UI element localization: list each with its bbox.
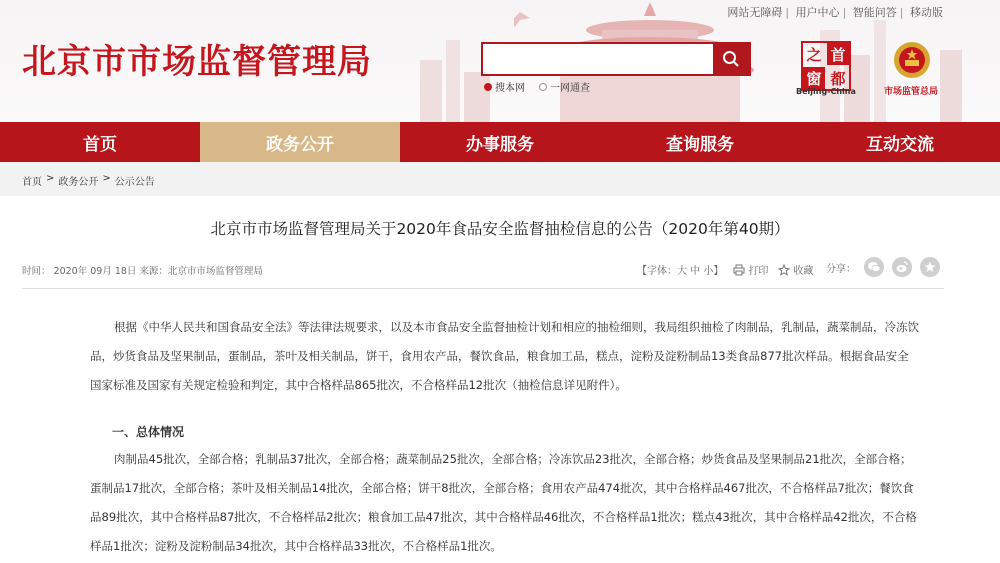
beijing-capital-window-logo[interactable] [800, 40, 852, 92]
weibo-icon [895, 260, 909, 274]
search-button[interactable] [713, 44, 749, 74]
samr-caption: 市场监管总局 [884, 87, 939, 97]
share-label: 分享： [826, 263, 856, 275]
print-button[interactable]: 打印 [733, 262, 768, 277]
svg-text:之: 之 [806, 46, 822, 64]
qzone-share-button[interactable] [920, 257, 940, 277]
article-paragraph-intro: 根据《中华人民共和国食品安全法》等法律法规要求，以及本市食品安全监督抽检计划和相应的抽检细则，我局组织抽检了肉制品，乳制品，蔬菜制品，冷冻饮品，炒货食品及坚果制品，蛋制品，茶叶及相关制品，饼干，食用农产品，餐饮食品，粮食加工品，糕点，淀粉及淀粉制品13类食品877批次样品。根据食品安全国家标准及国家有关规定检验和判定，其中合格样品865批次，不合格样品12批次（抽检信息详见附件）。 [90, 320, 919, 392]
site-header [0, 0, 1000, 122]
nav-home[interactable]: 首页 [83, 134, 117, 155]
search-scope-options [484, 79, 590, 94]
print-icon [733, 264, 745, 276]
font-size-control[interactable]: 【字体：大 中 小】 [637, 266, 724, 277]
section-heading-overview: 一、总体情况 [112, 425, 185, 439]
nav-query-services[interactable]: 查询服务 [666, 134, 734, 155]
star-share-icon [923, 260, 937, 274]
meta-divider [22, 288, 944, 289]
breadcrumb-home[interactable]: 首页 [22, 177, 42, 188]
accessibility-link[interactable]: 网站无障碍 [727, 6, 783, 19]
mobile-version-link[interactable]: 移动版 [910, 6, 943, 19]
favorite-button[interactable]: 收藏 [778, 262, 813, 277]
breadcrumb-bar [0, 162, 1000, 196]
svg-text:都: 都 [830, 70, 846, 88]
svg-text:窗: 窗 [806, 70, 822, 88]
smart-qa-link[interactable]: 智能问答 [852, 6, 897, 19]
breadcrumb-separator-icon: > [46, 173, 55, 184]
search-scope-site[interactable]: 搜本网 [484, 79, 525, 94]
national-emblem-icon[interactable] [892, 40, 932, 80]
nav-services[interactable]: 办事服务 [466, 134, 534, 155]
article-paragraph-overview: 肉制品45批次，全部合格；乳制品37批次，全部合格；蔬菜制品25批次，全部合格；冷冻饮品23批次，全部合格；炒货食品及坚果制品21批次，全部合格；蛋制品17批次，全部合格；茶叶及相关制品14批次，全部合格；饼干8批次，全部合格；食用农产品474批次，其中合格样品467批次，不合格样品7批次；餐饮食品89批次，其中合格样品87批次，不合格样品2批次；粮食加工品47批次，其中合格样品46批次，不合格样品1批次；糕点43批次，其中合格样品42批次，不合格样品1批次；淀粉及淀粉制品34批次，其中合格样品33批次，不合格样品1批次。 [90, 452, 917, 553]
site-logo-title[interactable]: 北京市市场监督管理局 [22, 42, 372, 82]
breadcrumb-notices[interactable]: 公示公告 [114, 177, 155, 188]
article-meta: 时间： 2020年 09月 18日 来源：北京市市场监督管理局 [22, 266, 263, 277]
radio-icon [539, 83, 547, 91]
nav-government-affairs[interactable]: 政务公开 [200, 122, 400, 162]
breadcrumb [22, 173, 155, 188]
star-icon [778, 264, 790, 276]
main-nav [0, 122, 1000, 162]
breadcrumb-separator-icon: > [102, 173, 111, 184]
user-center-link[interactable]: 用户中心 [795, 6, 840, 19]
search-input[interactable] [483, 44, 713, 74]
svg-text:首: 首 [830, 46, 846, 64]
article-tools [637, 262, 823, 277]
share-bar [826, 257, 940, 277]
radio-selected-icon [484, 83, 492, 91]
wechat-share-button[interactable] [864, 257, 884, 277]
beijing-logo-caption: Beijing-China [796, 87, 856, 96]
wechat-icon [867, 260, 881, 274]
search-scope-all[interactable]: 一网通查 [539, 79, 590, 94]
nav-interaction[interactable]: 互动交流 [866, 134, 934, 155]
top-links: 网站无障碍 | 用户中心 | 智能问答 | 移动版 [727, 6, 943, 19]
weibo-share-button[interactable] [892, 257, 912, 277]
search-icon [722, 50, 740, 68]
search-box [481, 42, 751, 76]
breadcrumb-government[interactable]: 政务公开 [58, 177, 99, 188]
article-title: 北京市市场监督管理局关于2020年食品安全监督抽检信息的公告（2020年第40期） [210, 220, 790, 238]
